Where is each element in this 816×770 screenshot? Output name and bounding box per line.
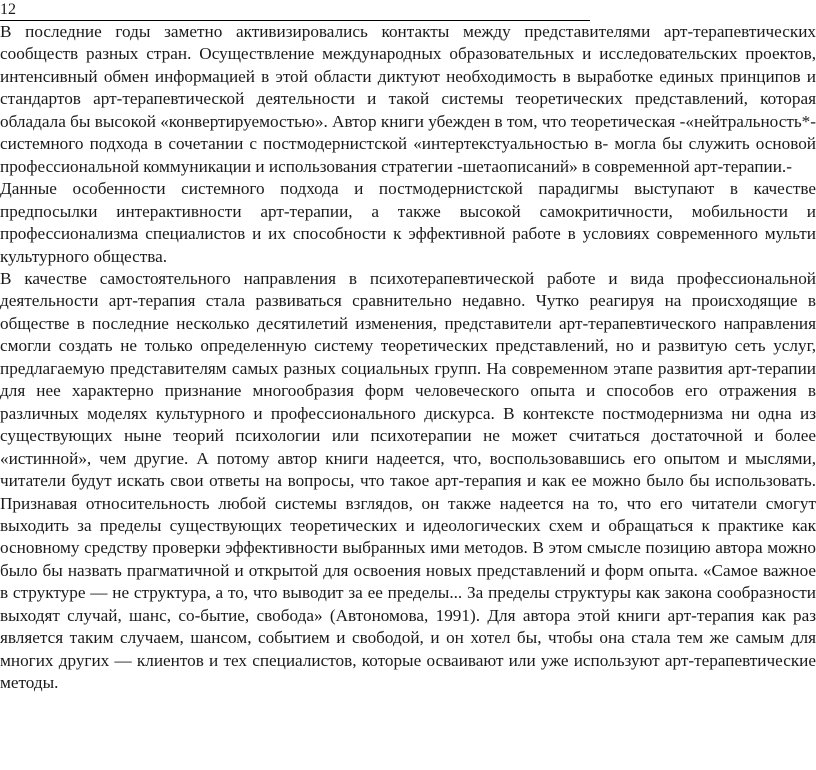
paragraph-1: В последние годы заметно активизировались контакты между представителями арт-терапевтических сообществ разных стран. Осуществление международных образовательных и исследовательских проектов, интенсивный обмен информацией в этой области диктуют необходимость в выработке единых принципов и стандартов арт-терапевтической деятельности и такой системы теоретических представлений, которая обладала бы высокой «конвертируемостью». Автор книги убежден в том, что теоретическая -«нейтральность*- системного подхода в сочетании с постмодернистской «интертекстуальностью в- могла бы служить основой профессиональной коммуникации и использования стратегии -шетаописаний» в современной арт-терапии.- (0, 22, 816, 176)
body-text (0, 21, 816, 695)
page-number: 12 (0, 1, 16, 18)
paragraph-3: В качестве самостоятельного направления в психотерапевтической работе и вида профессиональной деятельности арт-терапия стала развиваться сравнительно недавно. Чутко реагируя на происходящие в обществе в последние несколько десятилетий изменения, представители арт-терапевтического направления смогли создать не только определенную систему теоретических представлений, но и развитую сеть услуг, предлагаемую представителям самых разных социальных групп. На современном этапе развития арт-терапии для нее характерно признание многообразия форм человеческого опыта и способов его отражения в различных моделях культурного и профессионального дискурса. В контексте постмодернизма ни одна из существующих ныне теорий психологии или психотерапии не может считаться достаточной и более «истинной», чем другие. А потому автор книги надеется, что, воспользовавшись его опытом и мыслями, читатели будут искать свои ответы на вопросы, что такое арт-терапия и как ее можно было бы использовать. Признавая относительность любой системы взглядов, он также надеется на то, что его читатели смогут выходить за пределы существующих теоретических и идеологических схем и обращаться к практике как основному средству проверки эффективности выбранных ими методов. В этом смысле позицию автора можно было бы назвать прагматичной и открытой для освоения новых представлений и форм опыта. «Самое важное в структуре — не структура, а то, что выводит за ее пределы... За пределы структуры как закона сообразности выходят случай, шанс, со-бытие, свобода» (Автономова, 1991). Для автора этой книги арт-терапия как раз является таким случаем, шансом, событием и свободой, и он хотел бы, чтобы она стала тем же самым для многих других — клиентов и тех специалистов, которые осваивают или уже используют арт-терапевтические методы. (0, 268, 816, 693)
paragraph-2: Данные особенности системного подхода и постмодернистской парадигмы выступают в качестве предпосылки интерактивности арт-терапии, а также высокой самокритичности, мобильности и профессионализма специалистов и их способности к эффективной работе в условиях современного мульти культурного общества. (0, 179, 816, 266)
